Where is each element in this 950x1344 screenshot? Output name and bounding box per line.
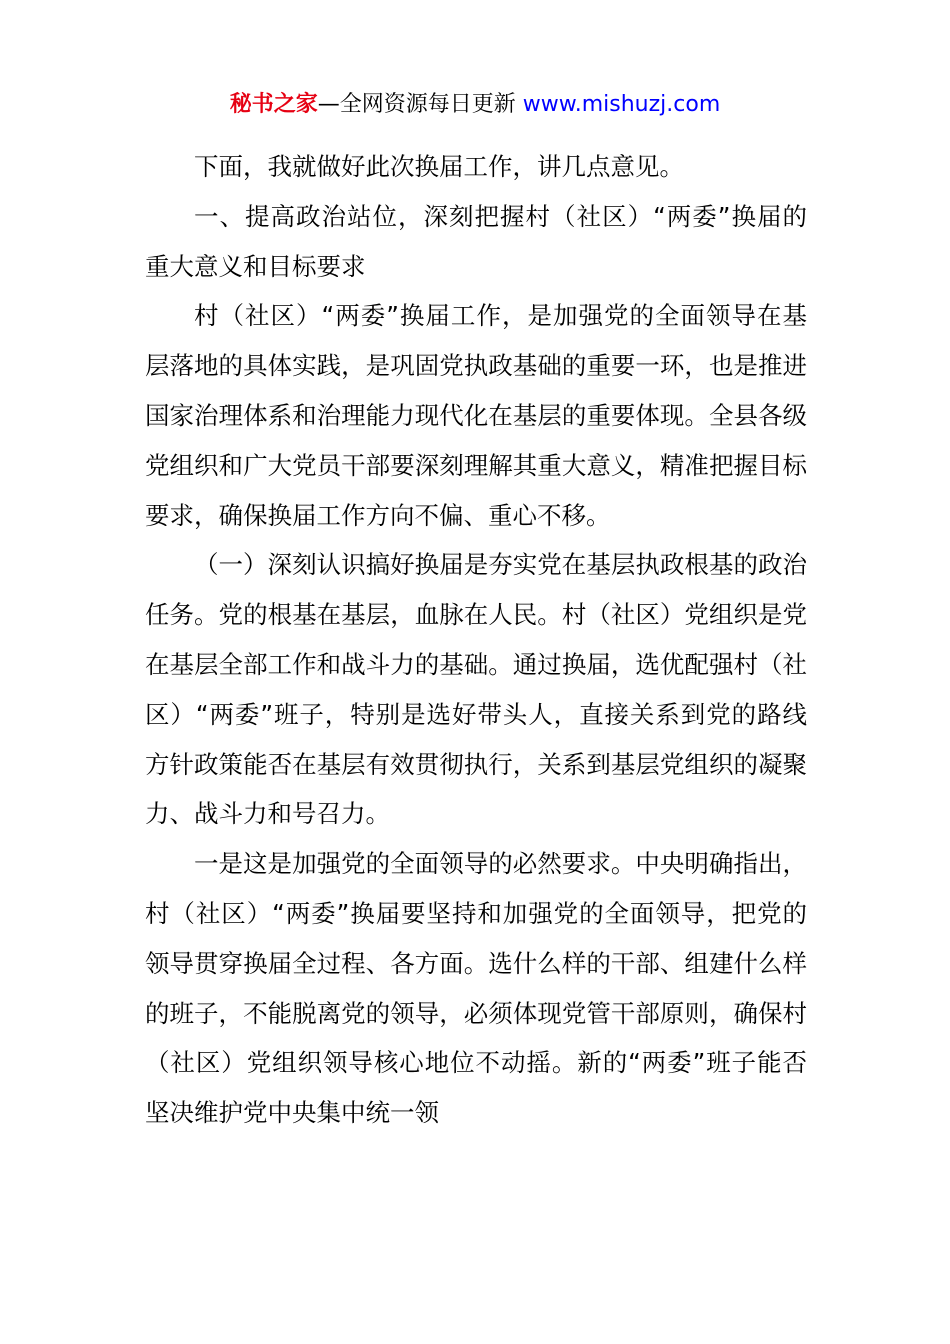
paragraph-intro: 下面，我就做好此次换届工作，讲几点意见。 (194, 152, 684, 181)
section-heading-1: 一、提高政治站位，深刻把握村（社区）“两委”换届的重大意义和目标要求 (145, 201, 807, 281)
paragraph: 一是这是加强党的全面领导的必然要求。中央明确指出，村（社区）“两委”换届要坚持和加强党的全面领导，把党的领导贯穿换届全过程、各方面。选什么样的干部、组建什么样的班子，不能脱离党的领导，必须体现党管干部原则，确保村（社区）党组织领导核心地位不动摇。新的“两委”班子能否坚决维护党中央集中统一领 (145, 849, 807, 1128)
brand-name: 秘书之家 (229, 92, 318, 117)
document-body (145, 142, 807, 1138)
subsection-paragraph-1: （一）深刻认识搞好换届是夯实党在基层执政根基的政治任务。党的根基在基层，血脉在人民。村（社区）党组织是党在基层全部工作和战斗力的基础。通过换届，选优配强村（社区）“两委”班子，特别是选好带头人，直接关系到党的路线方针政策能否在基层有效贯彻执行，关系到基层党组织的凝聚力、战斗力和号召力。 (145, 550, 807, 829)
header-tagline: —全网资源每日更新 (317, 92, 523, 117)
paragraph: 村（社区）“两委”换届工作，是加强党的全面领导在基层落地的具体实践，是巩固党执政基础的重要一环，也是推进国家治理体系和治理能力现代化在基层的重要体现。全县各级党组织和广大党员干部要深刻理解其重大意义，精准把握目标要求，确保换届工作方向不偏、重心不移。 (145, 301, 807, 530)
site-url-link[interactable]: www.mishuzj.com (522, 92, 721, 117)
site-header (0, 86, 950, 124)
